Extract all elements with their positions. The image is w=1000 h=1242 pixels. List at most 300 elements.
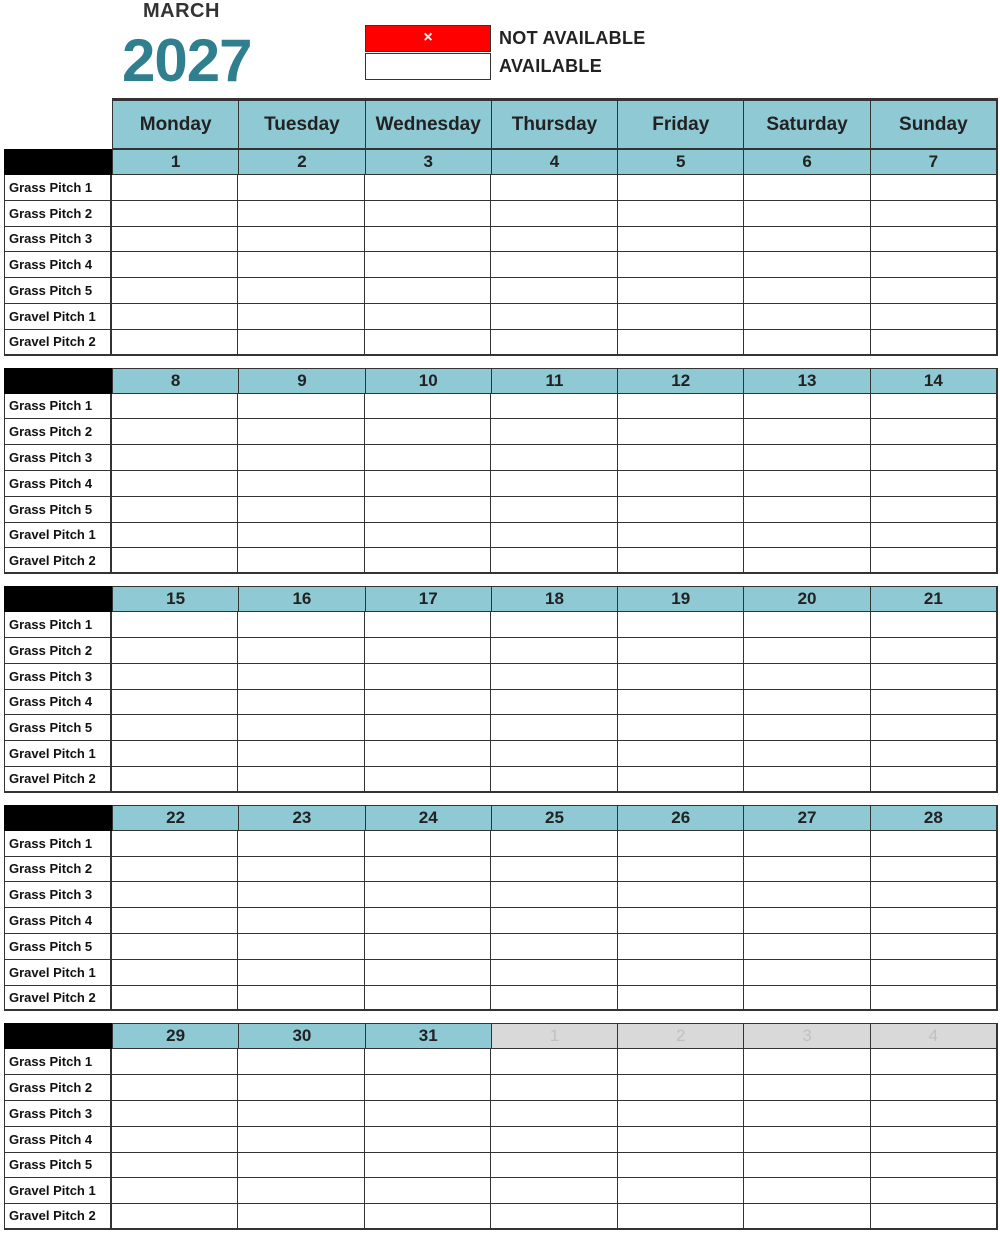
weekday-header — [112, 98, 998, 149]
pitch-row — [4, 419, 998, 445]
booking-slot[interactable] — [112, 960, 238, 986]
pitch-label: Grass Pitch 2 — [4, 1075, 112, 1101]
booking-slot[interactable] — [112, 523, 238, 549]
booking-slot[interactable] — [618, 1049, 744, 1075]
booking-slot[interactable] — [238, 831, 364, 857]
booking-slot[interactable] — [871, 1178, 998, 1204]
booking-slot[interactable] — [112, 471, 238, 497]
booking-slot[interactable] — [491, 1101, 617, 1127]
booking-slot[interactable] — [744, 1075, 870, 1101]
booking-slot[interactable] — [365, 1101, 491, 1127]
pitch-label: Grass Pitch 2 — [4, 201, 112, 227]
booking-slot[interactable] — [238, 252, 364, 278]
pitch-label: Gravel Pitch 2 — [4, 767, 112, 793]
booking-slot[interactable] — [744, 1178, 870, 1204]
booking-slot[interactable] — [238, 304, 364, 330]
available-swatch — [365, 53, 491, 80]
booking-slot[interactable] — [365, 908, 491, 934]
booking-slot[interactable] — [112, 1049, 238, 1075]
booking-slot[interactable] — [744, 1127, 870, 1153]
booking-slot[interactable] — [744, 278, 870, 304]
booking-slot[interactable] — [618, 445, 744, 471]
booking-slot[interactable] — [744, 1204, 870, 1230]
date-cell: 11 — [491, 368, 617, 394]
booking-slot[interactable] — [365, 445, 491, 471]
booking-slot[interactable] — [112, 175, 238, 201]
booking-slot[interactable] — [491, 394, 617, 420]
booking-slot[interactable] — [365, 304, 491, 330]
pitch-label: Grass Pitch 4 — [4, 1127, 112, 1153]
not-available-label: NOT AVAILABLE — [499, 27, 646, 48]
booking-slot[interactable] — [112, 690, 238, 716]
pitch-label: Grass Pitch 3 — [4, 1101, 112, 1127]
booking-slot[interactable] — [744, 419, 870, 445]
booking-slot[interactable] — [112, 986, 238, 1012]
booking-slot[interactable] — [112, 227, 238, 253]
booking-slot[interactable] — [618, 882, 744, 908]
booking-slot[interactable] — [618, 1178, 744, 1204]
booking-slot[interactable] — [744, 252, 870, 278]
booking-slot[interactable] — [112, 741, 238, 767]
booking-slot[interactable] — [744, 986, 870, 1012]
booking-slot[interactable] — [365, 497, 491, 523]
booking-slot[interactable] — [365, 1127, 491, 1153]
booking-slot[interactable] — [491, 445, 617, 471]
booking-slot[interactable] — [618, 986, 744, 1012]
booking-slot[interactable] — [618, 908, 744, 934]
booking-slot[interactable] — [365, 986, 491, 1012]
booking-slot[interactable] — [744, 767, 870, 793]
booking-slot[interactable] — [238, 175, 364, 201]
booking-slot[interactable] — [491, 1075, 617, 1101]
booking-slot[interactable] — [618, 715, 744, 741]
pitch-row — [4, 1049, 998, 1075]
pitch-row — [4, 445, 998, 471]
booking-slot[interactable] — [365, 1204, 491, 1230]
booking-slot[interactable] — [365, 252, 491, 278]
booking-slot[interactable] — [618, 471, 744, 497]
booking-slot[interactable] — [744, 857, 870, 883]
booking-slot[interactable] — [112, 934, 238, 960]
booking-slot[interactable] — [618, 548, 744, 574]
booking-slot[interactable] — [618, 523, 744, 549]
booking-slot[interactable] — [365, 690, 491, 716]
booking-slot[interactable] — [238, 394, 364, 420]
booking-slot[interactable] — [744, 304, 870, 330]
booking-slot[interactable] — [744, 612, 870, 638]
booking-slot[interactable] — [871, 741, 998, 767]
booking-slot[interactable] — [871, 664, 998, 690]
booking-slot[interactable] — [491, 767, 617, 793]
booking-slot[interactable] — [744, 548, 870, 574]
booking-slot[interactable] — [238, 278, 364, 304]
booking-slot[interactable] — [238, 445, 364, 471]
booking-slot[interactable] — [618, 960, 744, 986]
date-cell: 26 — [617, 805, 743, 831]
booking-slot[interactable] — [365, 523, 491, 549]
booking-slot[interactable] — [491, 1127, 617, 1153]
booking-slot[interactable] — [871, 986, 998, 1012]
booking-slot[interactable] — [365, 330, 491, 356]
week-block — [4, 149, 998, 356]
booking-slot[interactable] — [618, 638, 744, 664]
booking-slot[interactable] — [618, 330, 744, 356]
booking-slot[interactable] — [365, 394, 491, 420]
booking-slot[interactable] — [112, 664, 238, 690]
booking-slot[interactable] — [871, 201, 998, 227]
booking-slot[interactable] — [238, 1101, 364, 1127]
booking-slot[interactable] — [871, 278, 998, 304]
booking-slot[interactable] — [871, 960, 998, 986]
booking-slot[interactable] — [491, 638, 617, 664]
date-cell-next-month: 2 — [617, 1023, 743, 1049]
pitch-row — [4, 497, 998, 523]
pitch-row — [4, 1101, 998, 1127]
booking-slot[interactable] — [618, 831, 744, 857]
booking-slot[interactable] — [871, 908, 998, 934]
booking-slot[interactable] — [238, 612, 364, 638]
booking-slot[interactable] — [871, 252, 998, 278]
booking-slot[interactable] — [365, 767, 491, 793]
booking-slot[interactable] — [112, 548, 238, 574]
booking-slot[interactable] — [491, 548, 617, 574]
booking-slot[interactable] — [491, 664, 617, 690]
booking-slot[interactable] — [618, 394, 744, 420]
booking-slot[interactable] — [238, 767, 364, 793]
booking-slot[interactable] — [365, 638, 491, 664]
booking-slot[interactable] — [112, 278, 238, 304]
booking-slot[interactable] — [871, 548, 998, 574]
booking-slot[interactable] — [238, 741, 364, 767]
pitch-label: Gravel Pitch 2 — [4, 548, 112, 574]
pitch-row — [4, 986, 998, 1012]
booking-slot[interactable] — [238, 419, 364, 445]
booking-slot[interactable] — [491, 330, 617, 356]
booking-slot[interactable] — [238, 227, 364, 253]
booking-slot[interactable] — [365, 612, 491, 638]
booking-slot[interactable] — [112, 1178, 238, 1204]
booking-slot[interactable] — [491, 960, 617, 986]
date-cell: 18 — [491, 586, 617, 612]
date-cell: 29 — [112, 1023, 238, 1049]
booking-slot[interactable] — [871, 175, 998, 201]
booking-slot[interactable] — [744, 201, 870, 227]
booking-slot[interactable] — [365, 831, 491, 857]
pitch-label: Grass Pitch 4 — [4, 908, 112, 934]
booking-slot[interactable] — [618, 201, 744, 227]
booking-slot[interactable] — [238, 638, 364, 664]
booking-slot[interactable] — [238, 960, 364, 986]
booking-slot[interactable] — [871, 638, 998, 664]
booking-slot[interactable] — [238, 690, 364, 716]
booking-slot[interactable] — [618, 1127, 744, 1153]
booking-slot[interactable] — [112, 715, 238, 741]
date-cell: 27 — [743, 805, 869, 831]
booking-slot[interactable] — [238, 715, 364, 741]
booking-slot[interactable] — [238, 1075, 364, 1101]
booking-slot[interactable] — [871, 767, 998, 793]
weekday-sunday: Sunday — [870, 100, 998, 149]
booking-slot[interactable] — [871, 1153, 998, 1179]
booking-slot[interactable] — [744, 523, 870, 549]
booking-slot[interactable] — [744, 175, 870, 201]
booking-slot[interactable] — [112, 1153, 238, 1179]
week-block — [4, 1023, 998, 1230]
legend-available — [365, 52, 646, 80]
booking-slot[interactable] — [491, 908, 617, 934]
booking-slot[interactable] — [744, 445, 870, 471]
booking-slot[interactable] — [365, 419, 491, 445]
booking-slot[interactable] — [238, 548, 364, 574]
booking-slot[interactable] — [491, 227, 617, 253]
booking-slot[interactable] — [871, 394, 998, 420]
booking-slot[interactable] — [365, 471, 491, 497]
booking-slot[interactable] — [618, 419, 744, 445]
booking-slot[interactable] — [618, 857, 744, 883]
pitch-row — [4, 1204, 998, 1230]
booking-slot[interactable] — [112, 831, 238, 857]
booking-slot[interactable] — [238, 882, 364, 908]
pitch-label: Grass Pitch 1 — [4, 394, 112, 420]
booking-slot[interactable] — [112, 419, 238, 445]
booking-slot[interactable] — [365, 201, 491, 227]
booking-slot[interactable] — [112, 857, 238, 883]
pitch-row — [4, 523, 998, 549]
booking-slot[interactable] — [491, 201, 617, 227]
booking-slot[interactable] — [112, 304, 238, 330]
booking-slot[interactable] — [618, 227, 744, 253]
booking-slot[interactable] — [744, 1153, 870, 1179]
booking-slot[interactable] — [744, 497, 870, 523]
booking-slot[interactable] — [365, 1049, 491, 1075]
booking-slot[interactable] — [238, 497, 364, 523]
booking-slot[interactable] — [112, 201, 238, 227]
booking-slot[interactable] — [365, 1075, 491, 1101]
booking-slot[interactable] — [365, 1153, 491, 1179]
pitch-row — [4, 690, 998, 716]
booking-slot[interactable] — [618, 612, 744, 638]
pitch-row — [4, 767, 998, 793]
date-cell: 21 — [870, 586, 998, 612]
booking-slot[interactable] — [871, 523, 998, 549]
pitch-label: Gravel Pitch 1 — [4, 1178, 112, 1204]
booking-slot[interactable] — [618, 1075, 744, 1101]
week-corner — [4, 805, 112, 831]
booking-slot[interactable] — [744, 227, 870, 253]
booking-slot[interactable] — [112, 1101, 238, 1127]
booking-slot[interactable] — [618, 304, 744, 330]
booking-slot[interactable] — [491, 1204, 617, 1230]
booking-slot[interactable] — [365, 934, 491, 960]
booking-slot[interactable] — [365, 548, 491, 574]
week-block — [4, 805, 998, 1012]
booking-slot[interactable] — [112, 908, 238, 934]
booking-slot[interactable] — [365, 857, 491, 883]
booking-slot[interactable] — [491, 304, 617, 330]
pitch-row — [4, 741, 998, 767]
booking-slot[interactable] — [491, 715, 617, 741]
booking-slot[interactable] — [871, 445, 998, 471]
booking-slot[interactable] — [491, 741, 617, 767]
pitch-label: Gravel Pitch 2 — [4, 330, 112, 356]
booking-slot[interactable] — [238, 1049, 364, 1075]
pitch-row — [4, 934, 998, 960]
booking-slot[interactable] — [112, 445, 238, 471]
booking-slot[interactable] — [618, 175, 744, 201]
booking-slot[interactable] — [491, 497, 617, 523]
pitch-label: Gravel Pitch 1 — [4, 523, 112, 549]
booking-slot[interactable] — [618, 767, 744, 793]
date-cell: 1 — [112, 149, 238, 175]
booking-slot[interactable] — [618, 1153, 744, 1179]
booking-slot[interactable] — [112, 1204, 238, 1230]
booking-slot[interactable] — [871, 227, 998, 253]
booking-slot[interactable] — [365, 175, 491, 201]
date-cell: 22 — [112, 805, 238, 831]
booking-slot[interactable] — [112, 252, 238, 278]
booking-slot[interactable] — [112, 1075, 238, 1101]
booking-slot[interactable] — [491, 690, 617, 716]
booking-slot[interactable] — [744, 394, 870, 420]
booking-slot[interactable] — [238, 330, 364, 356]
booking-slot[interactable] — [365, 664, 491, 690]
weekday-wednesday: Wednesday — [365, 100, 491, 149]
booking-slot[interactable] — [618, 497, 744, 523]
booking-slot[interactable] — [744, 741, 870, 767]
booking-slot[interactable] — [238, 1204, 364, 1230]
pitch-label: Grass Pitch 2 — [4, 638, 112, 664]
booking-slot[interactable] — [871, 882, 998, 908]
booking-slot[interactable] — [238, 934, 364, 960]
booking-slot[interactable] — [744, 1101, 870, 1127]
booking-slot[interactable] — [871, 1101, 998, 1127]
pitch-row — [4, 548, 998, 574]
booking-slot[interactable] — [112, 1127, 238, 1153]
booking-slot[interactable] — [238, 908, 364, 934]
booking-slot[interactable] — [238, 1178, 364, 1204]
booking-slot[interactable] — [365, 741, 491, 767]
booking-slot[interactable] — [744, 690, 870, 716]
weekday-tuesday: Tuesday — [238, 100, 364, 149]
booking-slot[interactable] — [491, 175, 617, 201]
booking-slot[interactable] — [871, 1204, 998, 1230]
booking-slot[interactable] — [112, 394, 238, 420]
booking-slot[interactable] — [618, 934, 744, 960]
booking-slot[interactable] — [491, 1153, 617, 1179]
booking-slot[interactable] — [618, 278, 744, 304]
booking-slot[interactable] — [365, 1178, 491, 1204]
booking-slot[interactable] — [618, 664, 744, 690]
booking-slot[interactable] — [744, 664, 870, 690]
booking-slot[interactable] — [491, 612, 617, 638]
booking-slot[interactable] — [238, 857, 364, 883]
booking-slot[interactable] — [618, 1101, 744, 1127]
weeks-container — [4, 149, 998, 1230]
booking-slot[interactable] — [618, 741, 744, 767]
booking-slot[interactable] — [491, 934, 617, 960]
booking-slot[interactable] — [744, 715, 870, 741]
date-cell: 17 — [365, 586, 491, 612]
booking-slot[interactable] — [365, 278, 491, 304]
booking-slot[interactable] — [744, 1049, 870, 1075]
booking-slot[interactable] — [744, 638, 870, 664]
booking-slot[interactable] — [744, 330, 870, 356]
booking-slot[interactable] — [618, 690, 744, 716]
booking-slot[interactable] — [871, 857, 998, 883]
booking-slot[interactable] — [491, 523, 617, 549]
booking-slot[interactable] — [365, 882, 491, 908]
booking-slot[interactable] — [871, 715, 998, 741]
booking-slot[interactable] — [112, 497, 238, 523]
booking-slot[interactable] — [112, 767, 238, 793]
booking-slot[interactable] — [238, 1153, 364, 1179]
booking-slot[interactable] — [871, 934, 998, 960]
booking-slot[interactable] — [112, 882, 238, 908]
booking-slot[interactable] — [744, 960, 870, 986]
pitch-row — [4, 1178, 998, 1204]
booking-slot[interactable] — [744, 471, 870, 497]
booking-slot[interactable] — [871, 304, 998, 330]
booking-slot[interactable] — [871, 330, 998, 356]
booking-slot[interactable] — [112, 612, 238, 638]
week-corner — [4, 368, 112, 394]
pitch-label: Gravel Pitch 1 — [4, 304, 112, 330]
booking-slot[interactable] — [618, 252, 744, 278]
booking-slot[interactable] — [744, 831, 870, 857]
booking-slot[interactable] — [871, 419, 998, 445]
booking-slot[interactable] — [238, 523, 364, 549]
booking-slot[interactable] — [744, 882, 870, 908]
booking-slot[interactable] — [238, 986, 364, 1012]
booking-slot[interactable] — [491, 252, 617, 278]
booking-slot[interactable] — [112, 330, 238, 356]
pitch-label: Grass Pitch 3 — [4, 664, 112, 690]
booking-slot[interactable] — [238, 201, 364, 227]
booking-slot[interactable] — [365, 227, 491, 253]
booking-slot[interactable] — [491, 419, 617, 445]
booking-slot[interactable] — [871, 612, 998, 638]
booking-slot[interactable] — [491, 857, 617, 883]
booking-slot[interactable] — [491, 471, 617, 497]
booking-slot[interactable] — [871, 690, 998, 716]
booking-slot[interactable] — [871, 1127, 998, 1153]
booking-slot[interactable] — [744, 934, 870, 960]
booking-slot[interactable] — [238, 1127, 364, 1153]
pitch-row — [4, 908, 998, 934]
pitch-label: Grass Pitch 3 — [4, 445, 112, 471]
booking-slot[interactable] — [238, 664, 364, 690]
booking-slot[interactable] — [491, 986, 617, 1012]
booking-slot[interactable] — [871, 1049, 998, 1075]
booking-slot[interactable] — [491, 1178, 617, 1204]
booking-slot[interactable] — [365, 960, 491, 986]
booking-slot[interactable] — [871, 471, 998, 497]
booking-slot[interactable] — [365, 715, 491, 741]
booking-slot[interactable] — [491, 278, 617, 304]
date-cell: 4 — [491, 149, 617, 175]
booking-slot[interactable] — [491, 1049, 617, 1075]
booking-slot[interactable] — [112, 638, 238, 664]
booking-slot[interactable] — [491, 831, 617, 857]
booking-slot[interactable] — [491, 882, 617, 908]
booking-slot[interactable] — [618, 1204, 744, 1230]
booking-slot[interactable] — [871, 831, 998, 857]
booking-slot[interactable] — [744, 908, 870, 934]
booking-slot[interactable] — [238, 471, 364, 497]
pitch-row — [4, 304, 998, 330]
booking-slot[interactable] — [871, 497, 998, 523]
booking-slot[interactable] — [871, 1075, 998, 1101]
